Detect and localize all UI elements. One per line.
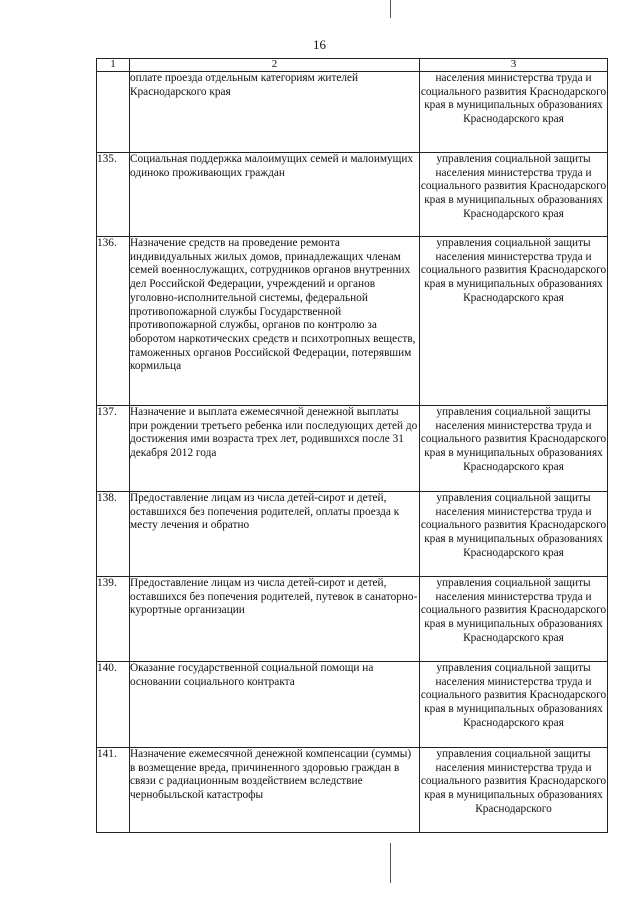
row-number: 139. xyxy=(97,577,130,662)
responsible-organization: управления социальной защиты населения министерства труда и социального развития Краснодарского края в муниципальных образованиях Краснодарского края xyxy=(420,577,608,662)
page-number: 16 xyxy=(313,37,326,52)
service-description: оплате проезда отдельным категориям жителей Краснодарского края xyxy=(130,72,420,153)
responsible-organization: управления социальной защиты населения министерства труда и социального развития Краснодарского края в муниципальных образованиях Краснодарского края xyxy=(420,406,608,492)
row-number: 137. xyxy=(97,406,130,492)
table-row xyxy=(97,748,608,833)
column-header-number: 1 xyxy=(97,59,130,72)
row-number: 140. xyxy=(97,662,130,748)
row-number: 135. xyxy=(97,153,130,237)
service-description: Назначение ежемесячной денежной компенсации (суммы) в возмещение вреда, причиненного здоровью граждан в связи с радиационным воздействием вследствие чернобыльской катастрофы xyxy=(130,748,420,833)
table-header-row xyxy=(97,59,608,72)
service-description: Назначение и выплата ежемесячной денежной выплаты при рождении третьего ребенка или последующих детей до достижения ими возраста трех лет, родившихся после 31 декабря 2012 года xyxy=(130,406,420,492)
table-row xyxy=(97,406,608,492)
service-description: Оказание государственной социальной помощи на основании социального контракта xyxy=(130,662,420,748)
service-description: Социальная поддержка малоимущих семей и малоимущих одиноко проживающих граждан xyxy=(130,153,420,237)
responsible-organization: населения министерства труда и социального развития Краснодарского края в муниципальных образованиях Краснодарского края xyxy=(420,72,608,153)
service-description: Предоставление лицам из числа детей-сирот и детей, оставшихся без попечения родителей, оплаты проезда к месту лечения и обратно xyxy=(130,492,420,577)
responsible-organization: управления социальной защиты населения министерства труда и социального развития Краснодарского края в муниципальных образованиях Краснодарского края xyxy=(420,662,608,748)
table-row xyxy=(97,492,608,577)
column-header-organization: 3 xyxy=(420,59,608,72)
responsible-organization: управления социальной защиты населения министерства труда и социального развития Краснодарского края в муниципальных образованиях Краснодарского края xyxy=(420,492,608,577)
responsible-organization: управления социальной защиты населения министерства труда и социального развития Краснодарского края в муниципальных образованиях Краснодарского края xyxy=(420,237,608,406)
table-row xyxy=(97,72,608,153)
row-number xyxy=(97,72,130,153)
responsible-organization: управления социальной защиты населения министерства труда и социального развития Краснодарского края в муниципальных образованиях Краснодарского xyxy=(420,748,608,833)
row-number: 138. xyxy=(97,492,130,577)
scan-artifact-line-top xyxy=(390,0,391,18)
service-description: Назначение средств на проведение ремонта индивидуальных жилых домов, принадлежащих членам семей военнослужащих, сотрудников органов внутренних дел Российской Федерации, учреждений и органов уголовно-исполнительной системы, федеральной противопожарной службы Государственной противопожарной службы, органов по контролю за оборотом наркотических средств и психотропных веществ, таможенных органов Российской Федерации, потерявшим кормильца xyxy=(130,237,420,406)
service-description: Предоставление лицам из числа детей-сирот и детей, оставшихся без попечения родителей, путевок в санаторно-курортные организации xyxy=(130,577,420,662)
table-row xyxy=(97,577,608,662)
row-number: 136. xyxy=(97,237,130,406)
responsible-organization: управления социальной защиты населения министерства труда и социального развития Краснодарского края в муниципальных образованиях Краснодарского края xyxy=(420,153,608,237)
services-table xyxy=(96,58,608,833)
column-header-description: 2 xyxy=(130,59,420,72)
table-row xyxy=(97,662,608,748)
scan-artifact-line-bottom xyxy=(390,843,391,883)
table-row xyxy=(97,237,608,406)
row-number: 141. xyxy=(97,748,130,833)
table-row xyxy=(97,153,608,237)
